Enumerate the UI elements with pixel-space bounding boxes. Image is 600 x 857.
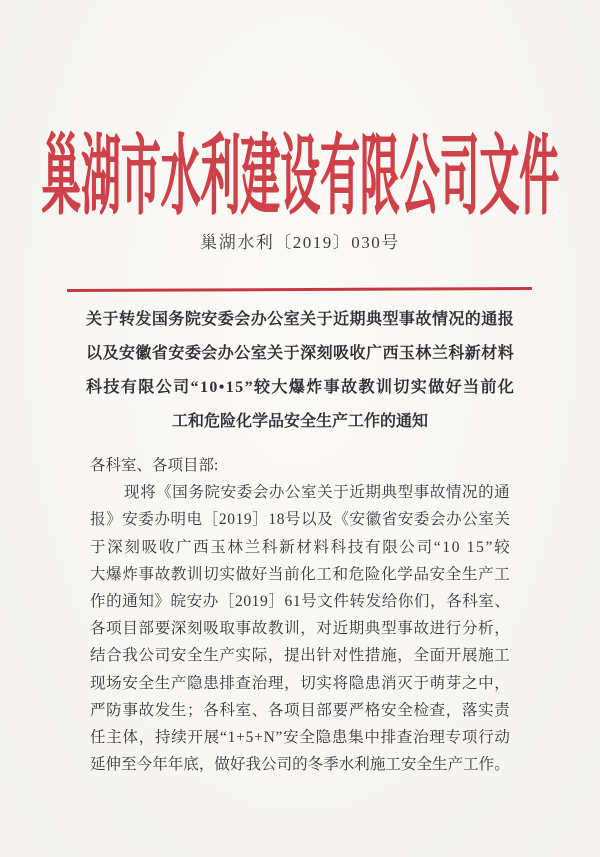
- subject-line: 工和危险化学品安全生产工作的通知: [171, 413, 428, 430]
- body-text: [90, 452, 510, 778]
- subject-line: 科 技 有 限 公 司 “ 1 0 • 1 5 ” 较 大 爆 炸 事 故 教 训 切 实 做 好 当 前 化: [86, 379, 514, 396]
- body-line: 大 爆 炸 事 故 教 训 切 实 做 好 当 前 化 工 和 危 险 化 学 品 安 全 生 产 工: [90, 565, 510, 583]
- red-separator-line: [67, 287, 532, 292]
- body-line: 各 项 目 部 要 深 刻 吸 取 事 故 教 训 ， 对 近 期 典 型 事 故 进 行 分 析 ，: [90, 620, 510, 638]
- body-line: 结 合 我 公 司 安 全 生 产 实 际 ， 提 出 针 对 性 措 施 ， 全 面 开 展 施 工: [90, 647, 510, 665]
- subject-line: 以 及 安 徽 省 安 委 会 办 公 室 关 于 深 刻 吸 收 广 西 玉 林 兰 科 新 材 料: [86, 345, 514, 362]
- body-line: 于 深 刻 吸 收 广 西 玉 林 兰 科 新 材 料 科 技 有 限 公 司 “ 1 0 1 5 ” 较: [90, 538, 510, 556]
- subject-title: [86, 303, 514, 439]
- body-line: 延 伸 至 今 年 年 底 ， 做 好 我 公 司 的 冬 季 水 利 施 工 安 全 生 产 工 作 。: [90, 756, 510, 774]
- doc-number: 巢湖水利〔2019〕030号: [200, 233, 400, 252]
- body-line: 报 》 安 委 办 明 电 ［ 2 0 1 9 ］ 1 8 号 以 及 《 安 徽 省 安 委 会 办 公 室 关: [90, 511, 510, 529]
- salutation: 各科室、各项目部:: [90, 457, 219, 474]
- body-line: 作 的 通 知 》 皖 安 办 ［ 2 0 1 9 ］ 6 1 号 文 件 转 发 给 你 们 ， 各 科 室 、: [90, 592, 510, 610]
- body-line: 任 主 体 ， 持 续 开 展 “ 1 + 5 + N ” 安 全 隐 患 集 中 排 查 治 理 专 项 行 动: [90, 728, 510, 746]
- body-line: 现 将 《 国 务 院 安 委 会 办 公 室 关 于 近 期 典 型 事 故 情 况 的 通: [124, 484, 510, 502]
- body-line: 严 防 事 故 发 生 ； 各 科 室 、 各 项 目 部 要 严 格 安 全 检 查 ， 落 实 责: [90, 701, 510, 719]
- body-line: 现 场 安 全 生 产 隐 患 排 查 治 理 ， 切 实 将 隐 患 消 灭 于 萌 芽 之 中 ，: [90, 674, 510, 692]
- subject-line: 关 于 转 发 国 务 院 安 委 会 办 公 室 关 于 近 期 典 型 事 故 情 况 的 通 报: [86, 311, 514, 328]
- company-title: 巢湖市水利建设有限公司文件: [41, 128, 559, 226]
- company-masthead: [0, 120, 600, 226]
